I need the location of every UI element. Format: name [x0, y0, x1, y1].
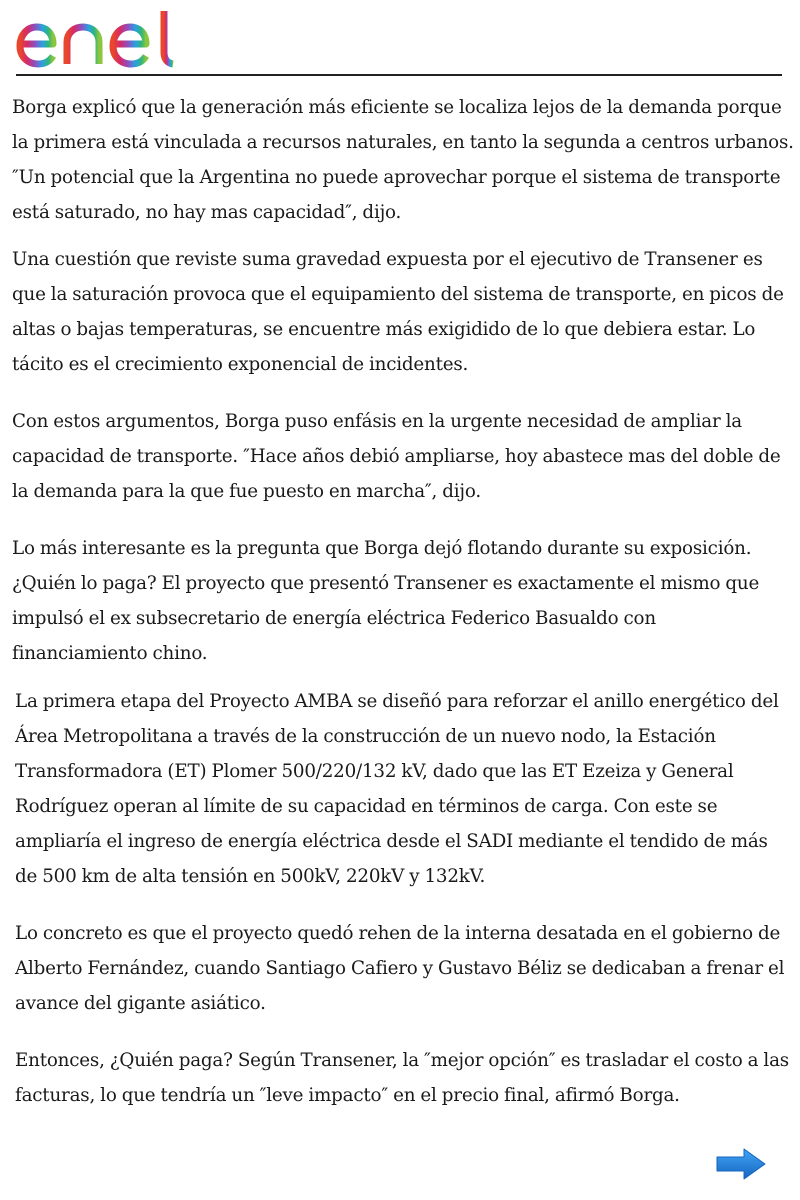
paragraph-who-pays: Lo más interesante es la pregunta que Borga dejó flotando durante su exposición. ¿Quién lo paga? El proyecto que presentó Transener es exactamente el mismo que impulsó el ex subsecretario de energía eléctrica Federico Basualdo con financiamiento chino.	[12, 538, 760, 664]
arrow-right-icon	[714, 1146, 768, 1182]
paragraph-tariff-impact: Entonces, ¿Quién paga? Según Transener, la ″mejor opción″ es trasladar el costo a las facturas, lo que tendría un ″leve impacto″ en el precio final, afirmó Borga.	[15, 1050, 789, 1106]
next-page-button[interactable]	[714, 1146, 768, 1182]
header-divider	[16, 74, 782, 76]
paragraph-saturation-risk: Una cuestión que reviste suma gravedad expuesta por el ejecutivo de Transener es que la saturación provoca que el equipamiento del sistema de transporte, en picos de altas o bajas temperaturas, se encuentre más exigidido de lo que debiera estar. Lo tácito es el crecimiento exponencial de incidentes.	[12, 249, 784, 375]
paragraph-government-internal: Lo concreto es que el proyecto quedó rehen de la interna desatada en el gobierno de Alberto Fernández, cuando Santiago Cafiero y Gustavo Béliz se dedicaban a frenar el avance del gigante asiático.	[15, 923, 785, 1014]
paragraph-capacity-expansion: Con estos argumentos, Borga puso enfásis en la urgente necesidad de ampliar la capacidad de transporte. ″Hace años debió ampliarse, hoy abastece mas del doble de la demanda para la que fue puesto en marcha″, dijo.	[12, 411, 781, 502]
page-header	[16, 8, 782, 76]
enel-logo	[16, 8, 186, 70]
article-body	[12, 90, 794, 1113]
paragraph-generation-location: Borga explicó que la generación más eficiente se localiza lejos de la demanda porque la primera está vinculada a recursos naturales, en tanto la segunda a centros urbanos. ″Un potencial que la Argentina no puede aprovechar porque el sistema de transporte está saturado, no hay mas capacidad″, dijo.	[12, 97, 794, 223]
paragraph-amba-project: La primera etapa del Proyecto AMBA se diseñó para reforzar el anillo energético del Área Metropolitana a través de la construcción de un nuevo nodo, la Estación Transformadora (ET) Plomer 500/220/132 kV, dado que las ET Ezeiza y General Rodríguez operan al límite de su capacidad en términos de carga. Con este se ampliaría el ingreso de energía eléctrica desde el SADI mediante el tendido de más de 500 km de alta tensión en 500kV, 220kV y 132kV.	[15, 691, 779, 887]
